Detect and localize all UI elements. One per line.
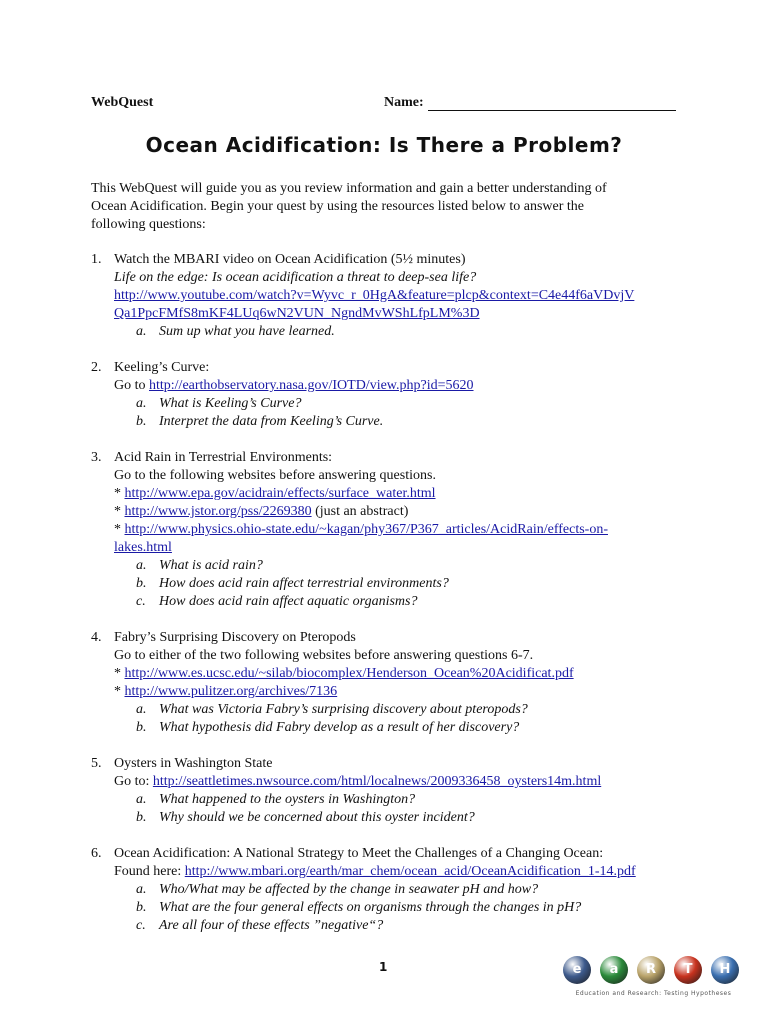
logo-letter-ball: T	[674, 956, 702, 984]
line-suffix: (just an abstract)	[311, 504, 409, 519]
resource-link[interactable]: lakes.html	[114, 540, 172, 555]
line-prefix: *	[114, 666, 125, 681]
question-item	[91, 359, 691, 431]
sub-question-text: What is acid rain?	[159, 558, 263, 573]
sub-question-letter: c.	[136, 594, 146, 609]
question-number: 5.	[91, 756, 102, 771]
sub-question-letter: a.	[136, 702, 147, 717]
question-number: 2.	[91, 360, 102, 375]
resource-link[interactable]: http://www.es.ucsc.edu/~silab/biocomplex/Henderson_Ocean%20Acidificat.pdf	[124, 666, 574, 681]
question-number: 1.	[91, 252, 102, 267]
sub-question-text: What was Victoria Fabry’s surprising discovery about pteropods?	[159, 702, 528, 717]
question-text: Fabry’s Surprising Discovery on Pteropods	[114, 630, 356, 645]
logo-letter-ball: e	[563, 956, 591, 984]
question-line	[114, 467, 691, 485]
question-line	[114, 773, 691, 791]
sub-question-text: What hypothesis did Fabry develop as a result of her discovery?	[159, 720, 520, 735]
sub-question	[114, 791, 691, 809]
sub-question-text: How does acid rain affect terrestrial environments?	[159, 576, 449, 591]
question-line	[114, 755, 691, 773]
line-prefix: *	[114, 486, 125, 501]
question-line	[114, 665, 691, 683]
question-item	[91, 629, 691, 737]
resource-link[interactable]: http://www.mbari.org/earth/mar_chem/ocean_acid/OceanAcidification_1-14.pdf	[184, 864, 636, 879]
question-list	[91, 251, 691, 953]
question-item	[91, 449, 691, 611]
earth-logo	[561, 952, 746, 1002]
line-prefix: *	[114, 684, 125, 699]
question-number: 3.	[91, 450, 102, 465]
sub-question-letter: a.	[136, 324, 147, 339]
question-line	[114, 269, 691, 287]
question-text: Life on the edge: Is ocean acidification a threat to deep-sea life?	[114, 270, 477, 285]
line-prefix: *	[114, 504, 125, 519]
question-line	[114, 449, 691, 467]
sub-question	[114, 899, 691, 917]
page-number: 1	[379, 960, 388, 974]
question-line	[114, 683, 691, 701]
intro-line: This WebQuest will guide you as you review information and gain a better understanding of	[91, 181, 607, 196]
sub-question-text: What are the four general effects on organisms through the changes in pH?	[159, 900, 582, 915]
question-line	[114, 287, 691, 305]
sub-question-text: What happened to the oysters in Washington?	[159, 792, 416, 807]
line-prefix: *	[114, 522, 125, 537]
sub-question	[114, 701, 691, 719]
resource-link[interactable]: http://earthobservatory.nasa.gov/IOTD/view.php?id=5620	[149, 378, 474, 393]
question-line	[114, 647, 691, 665]
resource-link[interactable]: http://www.youtube.com/watch?v=Wyvc_r_0HgA&feature=plcp&context=C4e44f6aVDvjV	[114, 288, 635, 303]
sub-question-letter: b.	[136, 900, 147, 915]
question-line	[114, 359, 691, 377]
resource-link[interactable]: http://www.physics.ohio-state.edu/~kagan/phy367/P367_articles/AcidRain/effects-on-	[124, 522, 608, 537]
sub-question-text: How does acid rain affect aquatic organisms?	[159, 594, 418, 609]
name-blank-line[interactable]	[428, 96, 676, 111]
logo-tagline: Education and Research: Testing Hypotheses	[575, 990, 732, 997]
question-line	[114, 845, 691, 863]
question-item	[91, 755, 691, 827]
question-item	[91, 845, 691, 935]
question-line	[114, 377, 691, 395]
sub-question	[114, 557, 691, 575]
sub-question	[114, 395, 691, 413]
sub-question-letter: b.	[136, 576, 147, 591]
sub-question-letter: a.	[136, 558, 147, 573]
sub-question	[114, 323, 691, 341]
sub-question-text: Are all four of these effects ”negative“?	[159, 918, 384, 933]
sub-question-letter: b.	[136, 720, 147, 735]
intro-line: Ocean Acidification. Begin your quest by using the resources listed below to answer the	[91, 199, 584, 214]
sub-question-letter: b.	[136, 810, 147, 825]
resource-link[interactable]: http://www.jstor.org/pss/2269380	[124, 504, 312, 519]
line-prefix: Found here:	[114, 864, 185, 879]
question-text: Acid Rain in Terrestrial Environments:	[114, 450, 333, 465]
logo-letter-ball: a	[600, 956, 628, 984]
logo-letter-ball: H	[711, 956, 739, 984]
sub-question	[114, 881, 691, 899]
sub-question	[114, 575, 691, 593]
question-text: Ocean Acidification: A National Strategy to Meet the Challenges of a Changing Ocean:	[114, 846, 604, 861]
question-number: 4.	[91, 630, 102, 645]
sub-question-letter: a.	[136, 396, 147, 411]
question-text: Keeling’s Curve:	[114, 360, 210, 375]
question-line	[114, 521, 691, 539]
resource-link[interactable]: http://www.epa.gov/acidrain/effects/surface_water.html	[124, 486, 436, 501]
sub-question-letter: a.	[136, 882, 147, 897]
sub-question-text: Interpret the data from Keeling’s Curve.	[159, 414, 384, 429]
resource-link[interactable]: http://www.pulitzer.org/archives/7136	[124, 684, 338, 699]
name-field-label: Name:	[384, 95, 676, 111]
question-text: Go to either of the two following websites before answering questions 6-7.	[114, 648, 534, 663]
line-prefix: Go to	[114, 378, 149, 393]
logo-letter-ball: R	[637, 956, 665, 984]
sub-question-text: Sum up what you have learned.	[159, 324, 335, 339]
question-number: 6.	[91, 846, 102, 861]
sub-question	[114, 719, 691, 737]
sub-question-text: What is Keeling’s Curve?	[159, 396, 302, 411]
sub-question	[114, 593, 691, 611]
question-item	[91, 251, 691, 341]
question-line	[114, 305, 691, 323]
question-text: Go to the following websites before answering questions.	[114, 468, 436, 483]
question-line	[114, 539, 691, 557]
sub-question-letter: b.	[136, 414, 147, 429]
question-line	[114, 863, 691, 881]
question-line	[114, 503, 691, 521]
sub-question-letter: c.	[136, 918, 146, 933]
sub-question-text: Why should we be concerned about this oyster incident?	[159, 810, 475, 825]
sub-question	[114, 809, 691, 827]
resource-link[interactable]: Qa1PpcFMfS8mKF4LUq6wN2VUN_NgndMvWShLfpLM%3D	[114, 306, 480, 321]
question-line	[114, 485, 691, 503]
sub-question-text: Who/What may be affected by the change in seawater pH and how?	[159, 882, 539, 897]
question-text: Oysters in Washington State	[114, 756, 273, 771]
sub-question	[114, 413, 691, 431]
page-title: Ocean Acidification: Is There a Problem?	[145, 133, 623, 157]
intro-paragraph	[91, 180, 691, 234]
question-line	[114, 629, 691, 647]
resource-link[interactable]: http://seattletimes.nwsource.com/html/localnews/2009336458_oysters14m.html	[152, 774, 602, 789]
sub-question	[114, 917, 691, 935]
intro-line: following questions:	[91, 217, 206, 232]
question-text: Watch the MBARI video on Ocean Acidification (5½ minutes)	[114, 252, 466, 267]
line-prefix: Go to:	[114, 774, 153, 789]
question-line	[114, 251, 691, 269]
sub-question-letter: a.	[136, 792, 147, 807]
webquest-label: WebQuest	[91, 95, 154, 110]
